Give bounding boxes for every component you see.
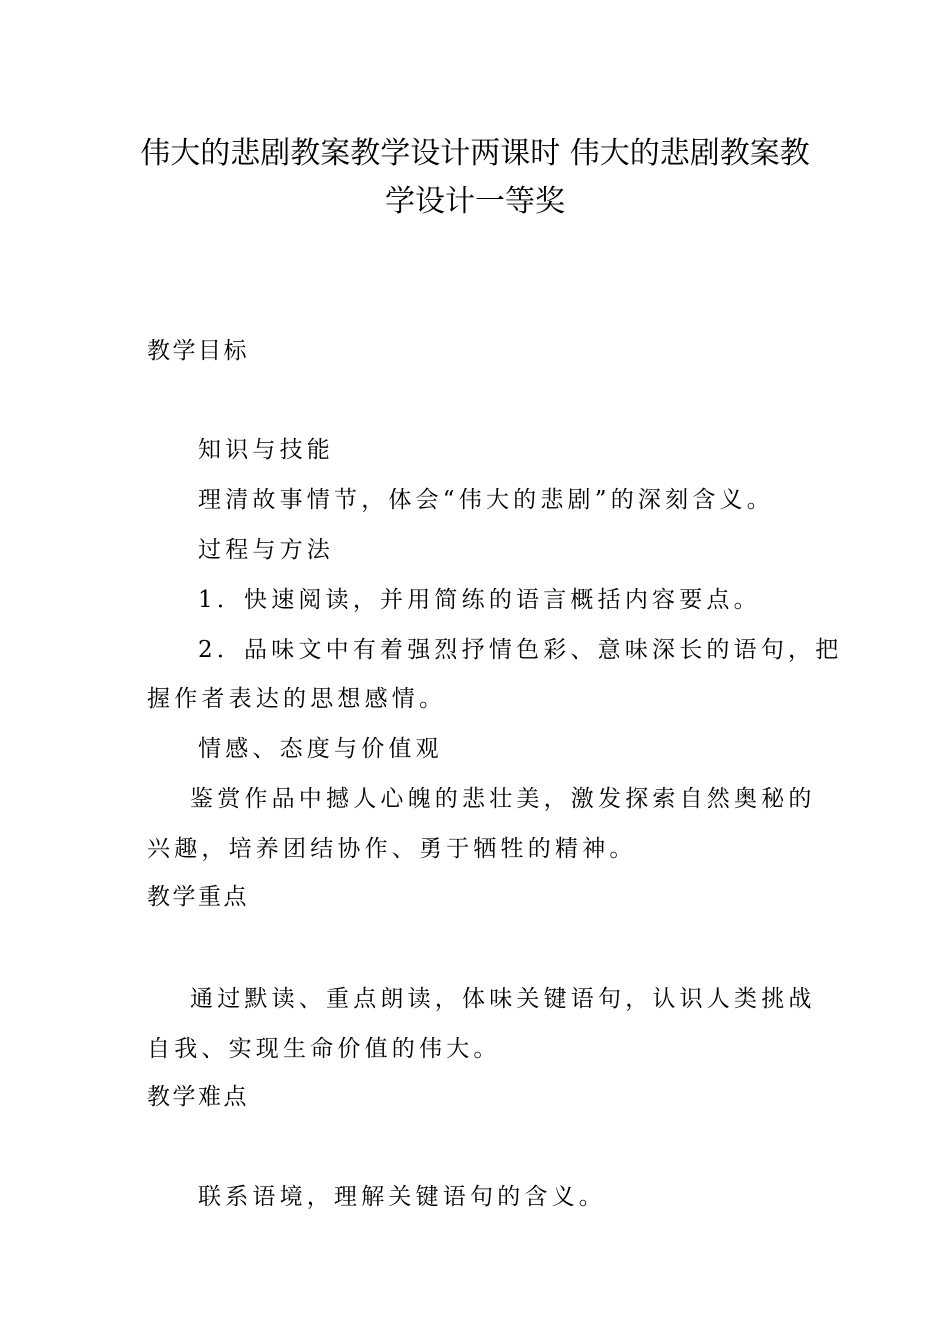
- paragraph-difficulties: 联系语境，理解关键语句的含义。: [198, 1184, 606, 1210]
- subheading-emotion: 情感、态度与价值观: [198, 736, 443, 762]
- section-heading-objectives: 教学目标: [147, 338, 249, 364]
- process-item-1: 1．快速阅读，并用简练的语言概括内容要点。: [198, 587, 761, 613]
- section-heading-key-points: 教学重点: [147, 884, 249, 910]
- paragraph-key-points-line-2: 自我、实现生命价值的伟大。: [147, 1036, 501, 1062]
- process-item-2-line-2: 握作者表达的思想感情。: [147, 686, 447, 712]
- subheading-knowledge: 知识与技能: [198, 437, 334, 463]
- title-line-1: 伟大的悲剧教案教学设计两课时 伟大的悲剧教案教: [140, 136, 810, 171]
- title-line-2: 学设计一等奖: [385, 184, 565, 219]
- paragraph-emotion-line-1: 鉴赏作品中撼人心魄的悲壮美，激发探索自然奥秘的: [190, 786, 816, 812]
- paragraph-knowledge: 理清故事情节，体会“伟大的悲剧”的深刻含义。: [198, 487, 774, 513]
- document-title: [120, 130, 830, 226]
- paragraph-key-points-line-1: 通过默读、重点朗读，体味关键语句，认识人类挑战: [190, 986, 816, 1012]
- section-heading-difficulties: 教学难点: [147, 1084, 249, 1110]
- paragraph-emotion-line-2: 兴趣，培养团结协作、勇于牺牲的精神。: [147, 836, 637, 862]
- process-item-2-line-1: 2．品味文中有着强烈抒情色彩、意味深长的语句，把: [198, 637, 843, 663]
- subheading-process: 过程与方法: [198, 537, 334, 563]
